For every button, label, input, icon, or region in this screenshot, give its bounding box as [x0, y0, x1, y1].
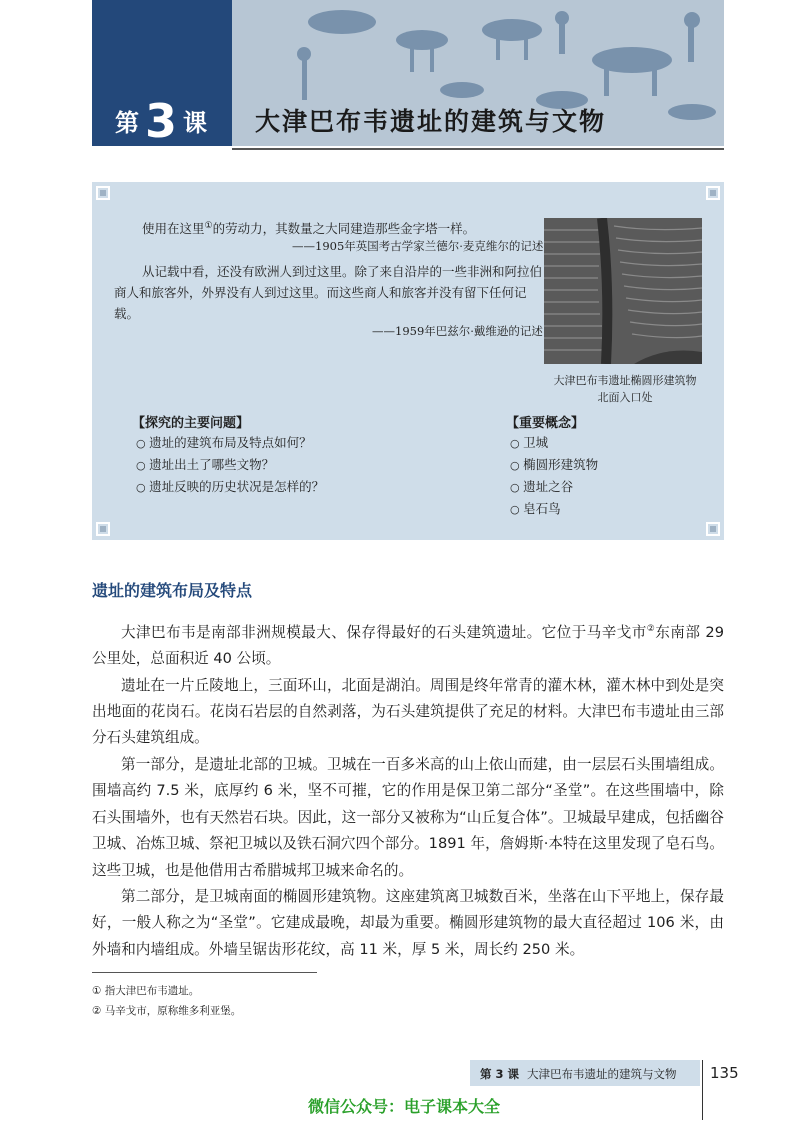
running-footer: 第 3 课 大津巴布韦遗址的建筑与文物	[480, 1067, 677, 1081]
list-item: ○ 遗址之谷	[510, 476, 598, 498]
concepts-heading: 【重要概念】	[506, 416, 585, 431]
list-item: ○ 遗址的建筑布局及特点如何？	[136, 432, 324, 454]
page-number: 135	[710, 1064, 739, 1082]
paragraph: 遗址在一片丘陵地上，三面环山，北面是湖泊。周围是终年常青的灌木林，灌木林中到处是突出地面的花岗石。花岗石岩层的自然剥落，为石头建筑提供了充足的材料。大津巴布韦遗址由三部分石头建筑组成。	[92, 676, 724, 747]
list-item: ○ 遗址反映的历史状况是怎样的？	[136, 476, 324, 498]
quote-2: 从记载中看，还没有欧洲人到过这里。除了来自沿岸的一些非洲和阿拉伯商人和旅客外，外界没有人到过这里。而这些商人和旅客并没有留下任何记载。	[114, 264, 543, 321]
stone-wall-photo	[544, 218, 702, 364]
body-text	[92, 616, 724, 963]
watermark: 微信公众号：电子课本大全	[308, 1097, 501, 1116]
questions-list	[136, 432, 324, 498]
intro-panel	[92, 182, 724, 540]
list-item: ○ 卫城	[510, 432, 598, 454]
quote-2-source: ——1959年巴兹尔·戴维逊的记述	[372, 324, 543, 338]
header-divider	[232, 148, 724, 150]
paragraph: 第二部分，是卫城南面的椭圆形建筑物。这座建筑离卫城数百米，坐落在山下平地上，保存最好，一般人称之为“圣堂”。它建成最晚，却最为重要。椭圆形建筑物的最大直径超过 106 米，由外墙和内墙组成。外墙呈锯齿形花纹，高 11 米，厚 5 米，周长约 250 米。	[92, 887, 724, 958]
photo-caption: 大津巴布韦遗址椭圆形建筑物 北面入口处	[553, 374, 697, 404]
footer-divider	[702, 1060, 703, 1120]
list-item: ○ 遗址出土了哪些文物？	[136, 454, 324, 476]
list-item: ○ 椭圆形建筑物	[510, 454, 598, 476]
footnote: ② 马辛戈市，原称维多利亚堡。	[92, 1005, 242, 1017]
corner-ornament	[96, 186, 110, 200]
questions-heading: 【探究的主要问题】	[132, 416, 250, 431]
lesson-title: 大津巴布韦遗址的建筑与文物	[255, 107, 607, 136]
list-item: ○ 皂石鸟	[510, 498, 598, 520]
corner-ornament	[96, 522, 110, 536]
concepts-list	[510, 432, 598, 520]
footnote: ① 指大津巴布韦遗址。	[92, 985, 200, 997]
lesson-badge	[92, 0, 232, 146]
quote-1: 使用在这里①的劳动力，其数量之大同建造那些金字塔一样。	[142, 221, 476, 237]
corner-ornament	[706, 186, 720, 200]
footnote-divider	[92, 972, 317, 973]
corner-ornament	[706, 522, 720, 536]
section-heading: 遗址的建筑布局及特点	[92, 581, 253, 600]
paragraph: 第一部分，是遗址北部的卫城。卫城在一百多米高的山上依山而建，由一层层石头围墙组成。围墙高约 7.5 米，底厚约 6 米，坚不可摧，它的作用是保卫第二部分“圣堂”。在这些围墙中，除石头围墙外，也有天然岩石块。因此，这一部分又被称为“山丘复合体”。卫城最早建成，包括幽谷卫城、冶炼卫城、祭祀卫城以及铁石洞穴四个部分。1891 年，詹姆斯·本特在这里发现了皂石鸟。这些卫城，也是他借用古希腊城邦卫城来命名的。	[92, 755, 724, 879]
lesson-number-label: 第3 课	[114, 94, 209, 148]
paragraph: 大津巴布韦是南部非洲规模最大、保存得最好的石头建筑遗址。它位于马辛戈市②东南部 29 公里处，总面积近 40 公顷。	[92, 623, 724, 668]
quote-1-source: ——1905年英国考古学家兰德尔·麦克维尔的记述	[292, 239, 544, 253]
